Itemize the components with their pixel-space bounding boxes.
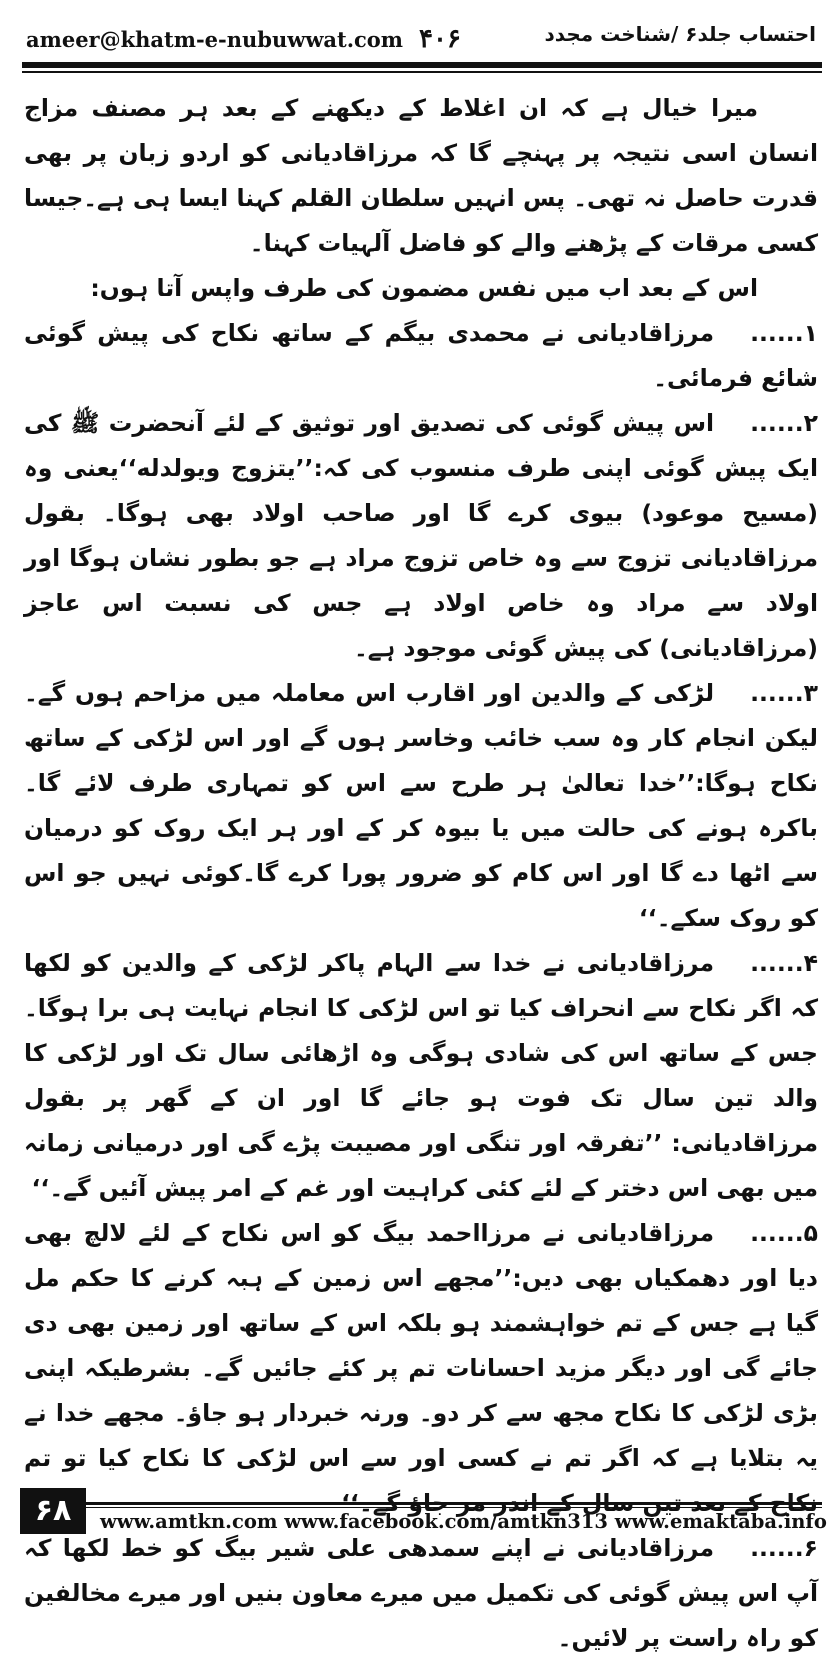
numbered-item-1 xyxy=(24,311,818,401)
header-email: ameer@khatm-e-nubuwwat.com xyxy=(26,27,404,52)
item-number: ۳...... xyxy=(750,679,818,707)
item-number: ۶...... xyxy=(750,1534,818,1562)
item-text: مرزاقادیانی نے اپنے سمدھی علی شیر بیگ کو خط لکھا کہ آپ اس پیش گوئی کی تکمیل میں میرے معاون بنیں اور میرے مخالفین کو راہ راست پر لائیں۔ xyxy=(24,1534,818,1652)
page-number-badge: ۶۸ xyxy=(20,1488,86,1534)
item-number: ۵...... xyxy=(750,1219,818,1247)
numbered-item-6 xyxy=(24,1526,818,1661)
paragraph-intro xyxy=(24,86,818,266)
header-left xyxy=(26,24,461,54)
numbered-item-5 xyxy=(24,1211,818,1526)
paragraph-transition xyxy=(24,266,818,311)
page-header xyxy=(0,0,840,66)
paragraph-text: میرا خیال ہے کہ ان اغلاط کے دیکھنے کے بعد ہر مصنف مزاج انسان اسی نتیجہ پر پہنچے گا کہ مرزاقادیانی کو اردو زبان پر بھی قدرت حاصل نہ تھی۔ پس انہیں سلطان القلم کہنا ایسا ہی ہے۔جیسا کسی مرقات کے پڑھنے والے کو فاضل آلہیات کہنا۔ xyxy=(24,94,818,257)
item-text: مرزاقادیانی نے محمدی بیگم کے ساتھ نکاح کی پیش گوئی شائع فرمائی۔ xyxy=(24,319,818,392)
numbered-item-4 xyxy=(24,941,818,1211)
numbered-item-2 xyxy=(24,401,818,671)
header-rule-thin xyxy=(22,71,822,73)
header-rule-thick xyxy=(22,62,822,68)
item-number: ۴...... xyxy=(750,949,818,977)
item-text: مرزاقادیانی نے خدا سے الہام پاکر لڑکی کے والدین کو لکھا کہ اگر نکاح سے انحراف کیا تو اس لڑکی کا انجام نہایت ہی برا ہوگا۔ جس کے ساتھ اس کی شادی ہوگی وہ اڑھائی سال تک اور لڑکی کا والد تین سال تک فوت ہو جائے گا اور ان کے گھر پر بقول مرزاقادیانی: ’’تفرقہ اور تنگی اور مصیبت پڑے گی اور درمیانی زمانہ میں بھی اس دختر کے لئے کئی کراہیت اور غم کے امر پیش آئیں گے۔‘‘ xyxy=(24,949,818,1202)
page-footer xyxy=(0,1488,840,1540)
numbered-item-3 xyxy=(24,671,818,941)
header-page-ref: ۴۰۶ xyxy=(419,24,461,54)
item-text: مرزاقادیانی نے مرزااحمد بیگ کو اس نکاح کے لئے لالچ بھی دیا اور دھمکیاں بھی دیں:’’مجھے اس زمین کے ہبہ کرنے کا حکم مل گیا ہے جس کے تم خواہشمند ہو بلکہ اس کے ساتھ اور زمین بھی دی جائے گی اور دیگر مزید احسانات تم پر کئے جائیں گے۔ بشرطیکہ اپنی بڑی لڑکی کا نکاح مجھ سے کر دو۔ ورنہ خبردار ہو جاؤ۔ مجھے خدا نے یہ بتلایا ہے کہ اگر تم نے کسی اور سے اس لڑکی کا نکاح کیا تو تم xyxy=(24,1219,818,1472)
footer-rule xyxy=(86,1502,822,1505)
item-number: ۱...... xyxy=(750,319,818,347)
paragraph-text: اس کے بعد اب میں نفس مضمون کی طرف واپس آتا ہوں: xyxy=(90,274,758,302)
item-text: اس پیش گوئی کی تصدیق اور توثیق کے لئے آنحضرت ﷺ کی ایک پیش گوئی اپنی طرف منسوب کی کہ:’’یتزوج ویولدله‘‘یعنی وہ (مسیح موعود) بیوی کرے گا اور صاحب اولاد بھی ہوگا۔ بقول مرزاقادیانی تزوج سے وہ خاص تزوج مراد ہے جو بطور نشان ہوگا اور اولاد سے مراد وہ خاص اولاد ہے جس کی نسبت اس عاجز (مرزاقادیانی) کی پیش گوئی موجود ہے۔ xyxy=(24,409,818,662)
header-book-title: احتساب جلد۶ /شناخت مجدد xyxy=(544,22,816,46)
item-number: ۲...... xyxy=(750,409,818,437)
footer-rule-thin xyxy=(86,1507,822,1508)
footer-links[interactable]: www.amtkn.com www.facebook.com/amtkn313 www.emaktaba.info xyxy=(100,1510,827,1533)
item-text: لڑکی کے والدین اور اقارب اس معاملہ میں مزاحم ہوں گے۔لیکن انجام کار وہ سب خائب وخاسر ہوں گے اور اس لڑکی کے ساتھ نکاح ہوگا:’’خدا تعالیٰ ہر طرح سے اس کو تمہاری طرف لائے گا۔ باکرہ ہونے کی حالت میں یا بیوہ کر کے اور ہر ایک روک کو درمیان سے اٹھا دے گا اور اس کام کو ضرور پورا کرے گا۔کوئی نہیں جو اس کو روک سکے۔‘‘ xyxy=(24,679,818,932)
